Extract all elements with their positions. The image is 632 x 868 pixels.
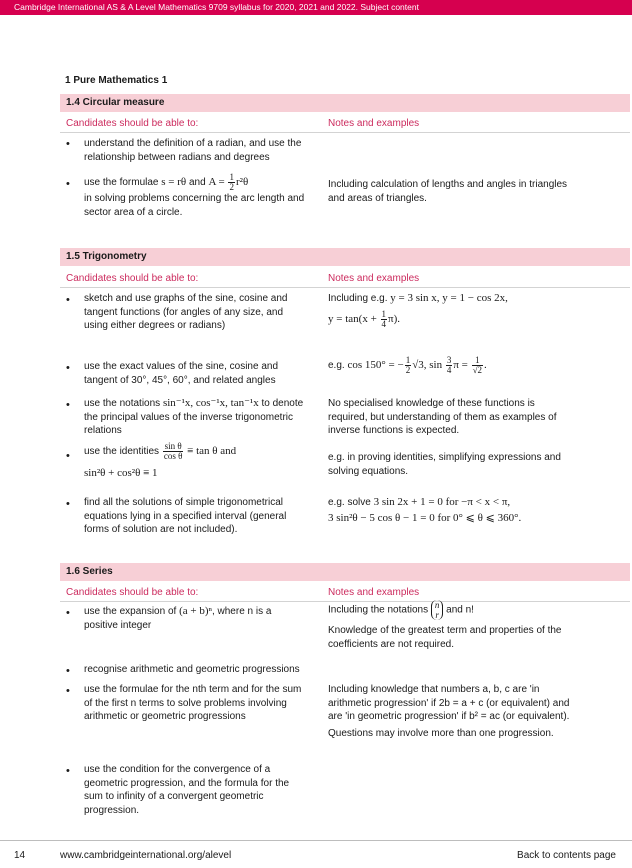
note-text: No specialised knowledge of these functions is required, but understanding of them as examples of inverse functions is expected. xyxy=(328,398,557,436)
subsection-title: 1.6 Series xyxy=(66,566,113,577)
notes-header: Notes and examples xyxy=(328,587,420,598)
bullet-icon: • xyxy=(66,498,70,510)
binomial-coefficient: n r xyxy=(431,600,444,620)
fraction: $\frac{1}{√2}$ xyxy=(472,355,483,375)
bullet-icon: • xyxy=(66,607,70,619)
objective-text: use the identities $\frac{\text{sin θ}}{\text{cos θ}}$ ≡ tan θ and sin²θ + cos²θ ≡ 1 xyxy=(84,441,237,479)
footer-divider xyxy=(0,840,632,841)
bullet-icon: • xyxy=(66,178,70,190)
header-bar xyxy=(0,0,632,15)
subsection-band-1-6 xyxy=(60,563,630,581)
bullet-icon: • xyxy=(66,399,70,411)
note-text: Including calculation of lengths and angles in triangles and areas of triangles. xyxy=(328,179,568,204)
bullet-icon: • xyxy=(66,665,70,677)
page-number: 14 xyxy=(14,850,26,861)
subsection-band-1-5 xyxy=(60,248,630,266)
divider xyxy=(60,132,630,133)
formula: s = rθ xyxy=(161,176,187,189)
notes-header: Notes and examples xyxy=(328,118,420,129)
candidates-header: Candidates should be able to: xyxy=(66,118,199,129)
divider xyxy=(60,287,630,288)
bullet-icon: • xyxy=(66,362,70,374)
bullet-icon: • xyxy=(66,765,70,777)
website-link[interactable]: www.cambridgeinternational.org/alevel xyxy=(60,850,232,861)
note-text: Including e.g. y = 3 sin x, y = 1 − cos 2x, y = tan(x + $\frac{1}{4}$ π). xyxy=(328,292,508,329)
fraction: $\frac{1}{4}$ xyxy=(381,308,387,329)
objective-text: recognise arithmetic and geometric progressions xyxy=(84,664,300,675)
note-text: e.g. cos 150° = − $\frac{1}{2}$ √3, sin $\frac{3}{4}$ π = $\frac{1}{√2}$ . xyxy=(328,355,487,375)
note-text: e.g. solve 3 sin 2x + 1 = 0 for −π < x < π, 3 sin²θ − 5 cos θ − 1 = 0 for 0° ⩽ θ ⩽ 360°. xyxy=(328,496,522,524)
candidates-header: Candidates should be able to: xyxy=(66,587,199,598)
note-text: Including knowledge that numbers a, b, c are 'in arithmetic progression' if 2b = a + c (or equivalent) and are 'in geometric progression' if b² = ac (or equivalent). Questions may involve more than one progression. xyxy=(328,684,570,739)
objective-text: use the condition for the convergence of a geometric progression, and the formula for the sum to infinity of a convergent geometric progression. xyxy=(84,764,290,816)
header-text: Cambridge International AS & A Level Mathematics 9709 syllabus for 2020, 2021 and 2022. Subject content xyxy=(14,2,419,12)
bullet-icon: • xyxy=(66,294,70,306)
objective-text: understand the definition of a radian, and use the relationship between radians and degrees xyxy=(84,138,302,163)
note-text: e.g. in proving identities, simplifying expressions and solving equations. xyxy=(328,452,561,477)
fraction: $\frac{1}{2}$ xyxy=(405,355,411,375)
objective-text: use the exact values of the sine, cosine and tangent of 30°, 45°, 60°, and related angles xyxy=(84,361,279,386)
back-to-contents-link[interactable]: Back to contents page xyxy=(517,850,616,861)
candidates-header: Candidates should be able to: xyxy=(66,273,199,284)
note-text: Including the notations n r and n! Knowledge of the greatest term and properties of the coefficients are not required. xyxy=(328,600,562,650)
objective-text: use the notations sin⁻¹x, cos⁻¹x, tan⁻¹x to denote the principal values of the inverse trigonometric relations xyxy=(84,397,304,436)
objective-text: sketch and use graphs of the sine, cosine and tangent functions (for angles of any size, and using either degrees or radians) xyxy=(84,293,288,331)
objective-text: use the formulae for the nth term and for the sum of the first n terms to solve problems involving arithmetic or geometric progressions xyxy=(84,684,302,722)
notes-header: Notes and examples xyxy=(328,273,420,284)
bullet-icon: • xyxy=(66,138,70,150)
fraction: $\frac{1}{2}$ xyxy=(229,172,234,192)
section-title: 1 Pure Mathematics 1 xyxy=(65,75,168,86)
bullet-icon: • xyxy=(66,450,70,462)
fraction: $\frac{3}{4}$ xyxy=(446,355,452,375)
objective-text: use the expansion of (a + b)ⁿ, where n is a positive integer xyxy=(84,605,272,631)
subsection-band-1-4 xyxy=(60,94,630,112)
subsection-title: 1.4 Circular measure xyxy=(66,97,165,108)
fraction: $\frac{\text{sin θ}}{\text{cos θ}}$ xyxy=(163,441,183,461)
objective-text: use the formulae s = rθ and A = $\frac{1}{2}$ r²θ in solving problems concerning the arc length and sector area of a circle. xyxy=(84,172,305,218)
objective-text: find all the solutions of simple trigonometrical equations lying in a specified interval (general forms of solution are not included). xyxy=(84,497,287,535)
subsection-title: 1.5 Trigonometry xyxy=(66,251,147,262)
bullet-icon: • xyxy=(66,685,70,697)
